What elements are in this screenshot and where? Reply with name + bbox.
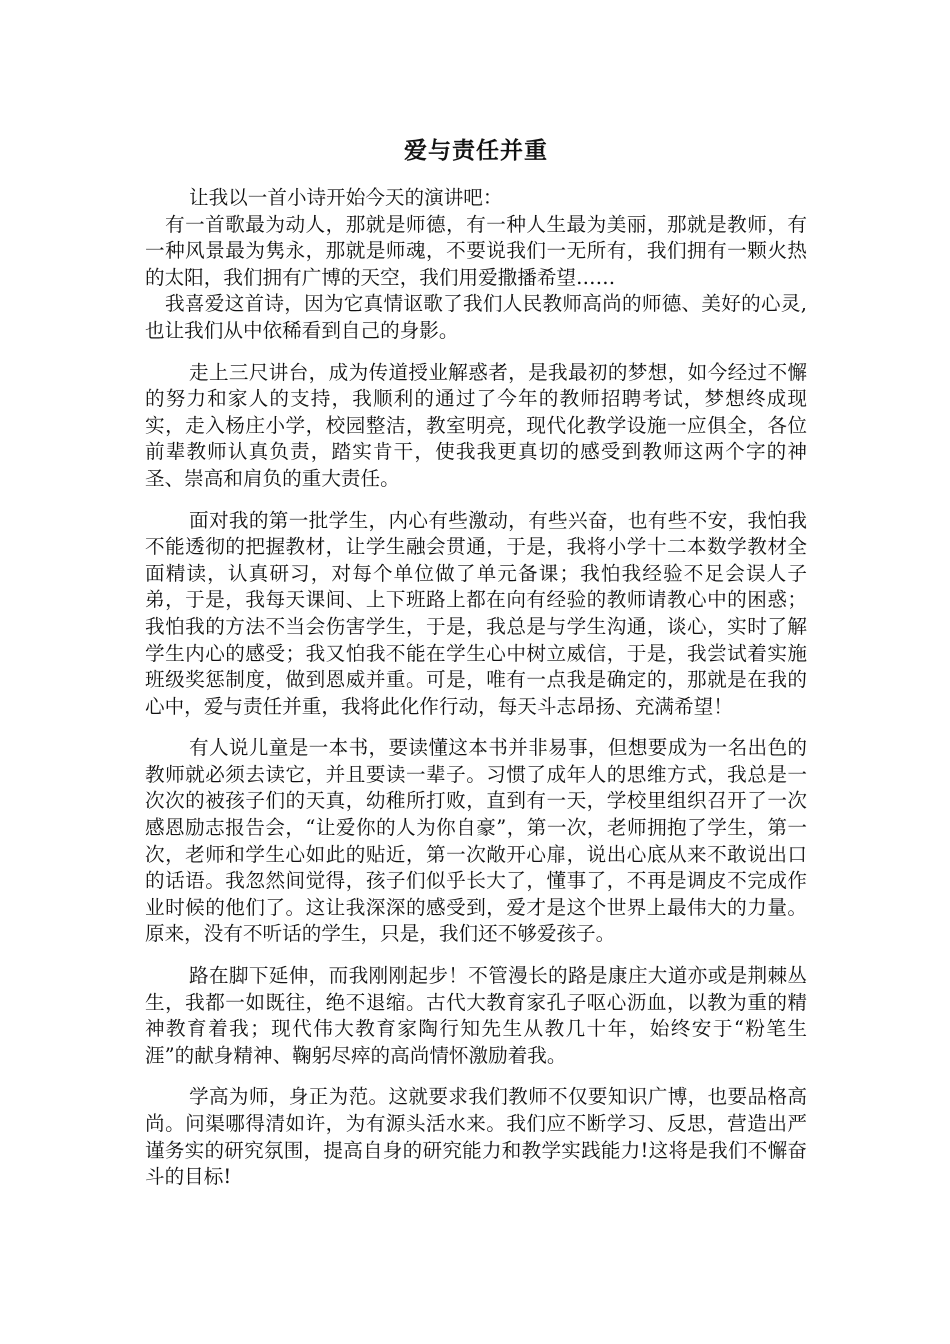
paragraph-road: 路在脚下延伸，而我刚刚起步！不管漫长的路是康庄大道亦或是荆棘丛生，我都一如既往，绝不退缩。古代大教育家孔子呕心沥血，以教为重的精神教育着我；现代伟大教育家陶行知先生从教几十年，始终安于“粉笔生涯”的献身精神、鞠躬尽瘁的高尚情怀激励着我。 <box>145 964 807 1067</box>
document-body <box>145 135 807 1191</box>
paragraph-poem-comment: 我喜爱这首诗，因为它真情讴歌了我们人民教师高尚的师德、美好的心灵,也让我们从中依稀看到自己的身影。 <box>145 292 807 342</box>
paragraph-poem: 有一首歌最为动人，那就是师德，有一种人生最为美丽，那就是教师，有一种风景最为隽永，那就是师魂，不要说我们一无所有，我们拥有一颗火热的太阳，我们拥有广博的天空，我们用爱撒播希望…… <box>145 212 807 289</box>
paragraph-intro: 让我以一首小诗开始今天的演讲吧： <box>189 186 503 209</box>
paragraph-dream: 走上三尺讲台，成为传道授业解惑者，是我最初的梦想，如今经过不懈的努力和家人的支持，我顺利的通过了今年的教师招聘考试，梦想终成现实，走入杨庄小学，校园整洁，教室明亮，现代化教学设施一应俱全，各位前辈教师认真负责，踏实肯干，使我我更真切的感受到教师这两个字的神圣、崇高和肩负的重大责任。 <box>145 360 807 490</box>
paragraph-children-book: 有人说儿童是一本书，要读懂这本书并非易事，但想要成为一名出色的教师就必须去读它，并且要读一辈子。习惯了成年人的思维方式，我总是一次次的被孩子们的天真，幼稚所打败，直到有一天，学校里组织召开了一次感恩励志报告会，“让爱你的人为你自豪”，第一次，老师拥抱了学生，第一次，老师和学生心如此的贴近，第一次敞开心扉，说出心底从来不敢说出口的话语。我忽然间觉得，孩子们似乎长大了，懂事了，不再是调皮不完成作业时候的他们了。这让我深深的感受到，爱才是这个世界上最伟大的力量。原来，没有不听话的学生，只是，我们还不够爱孩子。 <box>145 736 807 946</box>
document-title: 爱与责任并重 <box>404 137 548 164</box>
paragraph-first-students: 面对我的第一批学生，内心有些激动，有些兴奋，也有些不安，我怕我不能透彻的把握教材，让学生融会贯通，于是，我将小学十二本数学教材全面精读，认真研习，对每个单位做了单元备课；我怕我经验不足会误人子弟，于是，我每天课间、上下班路上都在向有经验的教师请教心中的困惑；我怕我的方法不当会伤害学生，于是，我总是与学生沟通，谈心，实时了解学生内心的感受；我又怕我不能在学生心中树立威信，于是，我尝试着实施班级奖惩制度，做到恩威并重。可是，唯有一点我是确定的，那就是在我的心中，爱与责任并重，我将此化作行动，每天斗志昂扬、充满希望！ <box>145 508 807 718</box>
paragraph-conclusion: 学高为师，身正为范。这就要求我们教师不仅要知识广博，也要品格高尚。问渠哪得清如许，为有源头活水来。我们应不断学习、反思，营造出严谨务实的研究氛围，提高自身的研究能力和教学实践能力!这将是我们不懈奋斗的目标! <box>145 1085 807 1189</box>
